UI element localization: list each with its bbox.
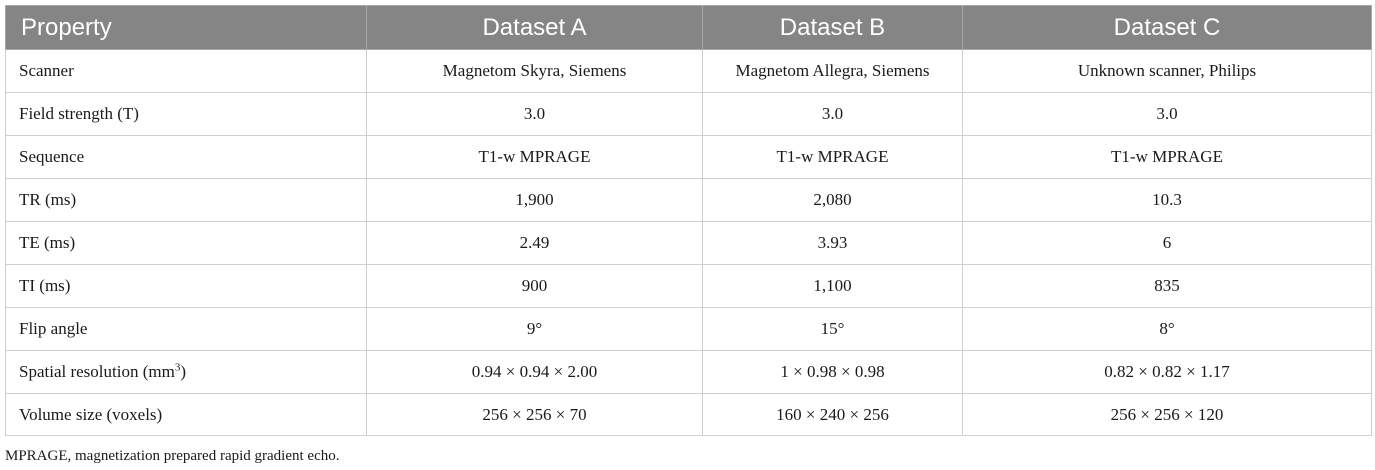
cell-value: 160 × 240 × 256 [703, 394, 963, 436]
table-footnote: MPRAGE, magnetization prepared rapid gradient echo. [5, 448, 340, 464]
table-row [6, 351, 1372, 394]
cell-value: Unknown scanner, Philips [963, 50, 1372, 93]
cell-value: 15° [703, 308, 963, 351]
cell-value: T1-w MPRAGE [703, 136, 963, 179]
row-label-field-strength: Field strength (T) [6, 93, 367, 136]
row-label-flip-angle: Flip angle [6, 308, 367, 351]
table-row [6, 179, 1372, 222]
cell-value: 3.0 [703, 93, 963, 136]
row-label-ti: TI (ms) [6, 265, 367, 308]
table-row [6, 222, 1372, 265]
table-row [6, 93, 1372, 136]
cell-value: 8° [963, 308, 1372, 351]
cell-value: 2,080 [703, 179, 963, 222]
cell-value: 1 × 0.98 × 0.98 [703, 351, 963, 394]
cell-value: 3.0 [367, 93, 703, 136]
cell-value: 2.49 [367, 222, 703, 265]
cell-value: 1,100 [703, 265, 963, 308]
row-label-spatial-resolution [6, 351, 367, 394]
cell-value: 0.82 × 0.82 × 1.17 [963, 351, 1372, 394]
cell-value: 900 [367, 265, 703, 308]
row-label-text: Spatial resolution (mm [19, 362, 175, 381]
cell-value: Magnetom Skyra, Siemens [367, 50, 703, 93]
cell-value: 0.94 × 0.94 × 2.00 [367, 351, 703, 394]
cell-value: 10.3 [963, 179, 1372, 222]
header-dataset-b: Dataset B [703, 6, 963, 50]
table-header-row [6, 6, 1372, 50]
row-label-tr: TR (ms) [6, 179, 367, 222]
table-row [6, 308, 1372, 351]
row-label-te: TE (ms) [6, 222, 367, 265]
cell-value: Magnetom Allegra, Siemens [703, 50, 963, 93]
cell-value: 9° [367, 308, 703, 351]
row-label-sequence: Sequence [6, 136, 367, 179]
table-row [6, 50, 1372, 93]
cell-value: 6 [963, 222, 1372, 265]
table-row [6, 265, 1372, 308]
row-label-volume-size: Volume size (voxels) [6, 394, 367, 436]
row-label-scanner: Scanner [6, 50, 367, 93]
header-dataset-a: Dataset A [367, 6, 703, 50]
table-row [6, 136, 1372, 179]
cell-value: 256 × 256 × 120 [963, 394, 1372, 436]
row-label-suffix: ) [180, 362, 186, 381]
header-property: Property [6, 6, 367, 50]
cell-value: 3.0 [963, 93, 1372, 136]
header-dataset-c: Dataset C [963, 6, 1372, 50]
table-row [6, 394, 1372, 436]
superscript: 3 [174, 361, 181, 374]
mri-parameters-table [5, 5, 1372, 436]
cell-value: T1-w MPRAGE [367, 136, 703, 179]
cell-value: 1,900 [367, 179, 703, 222]
cell-value: 256 × 256 × 70 [367, 394, 703, 436]
cell-value: 835 [963, 265, 1372, 308]
cell-value: T1-w MPRAGE [963, 136, 1372, 179]
data-table-container [5, 5, 1371, 436]
cell-value: 3.93 [703, 222, 963, 265]
